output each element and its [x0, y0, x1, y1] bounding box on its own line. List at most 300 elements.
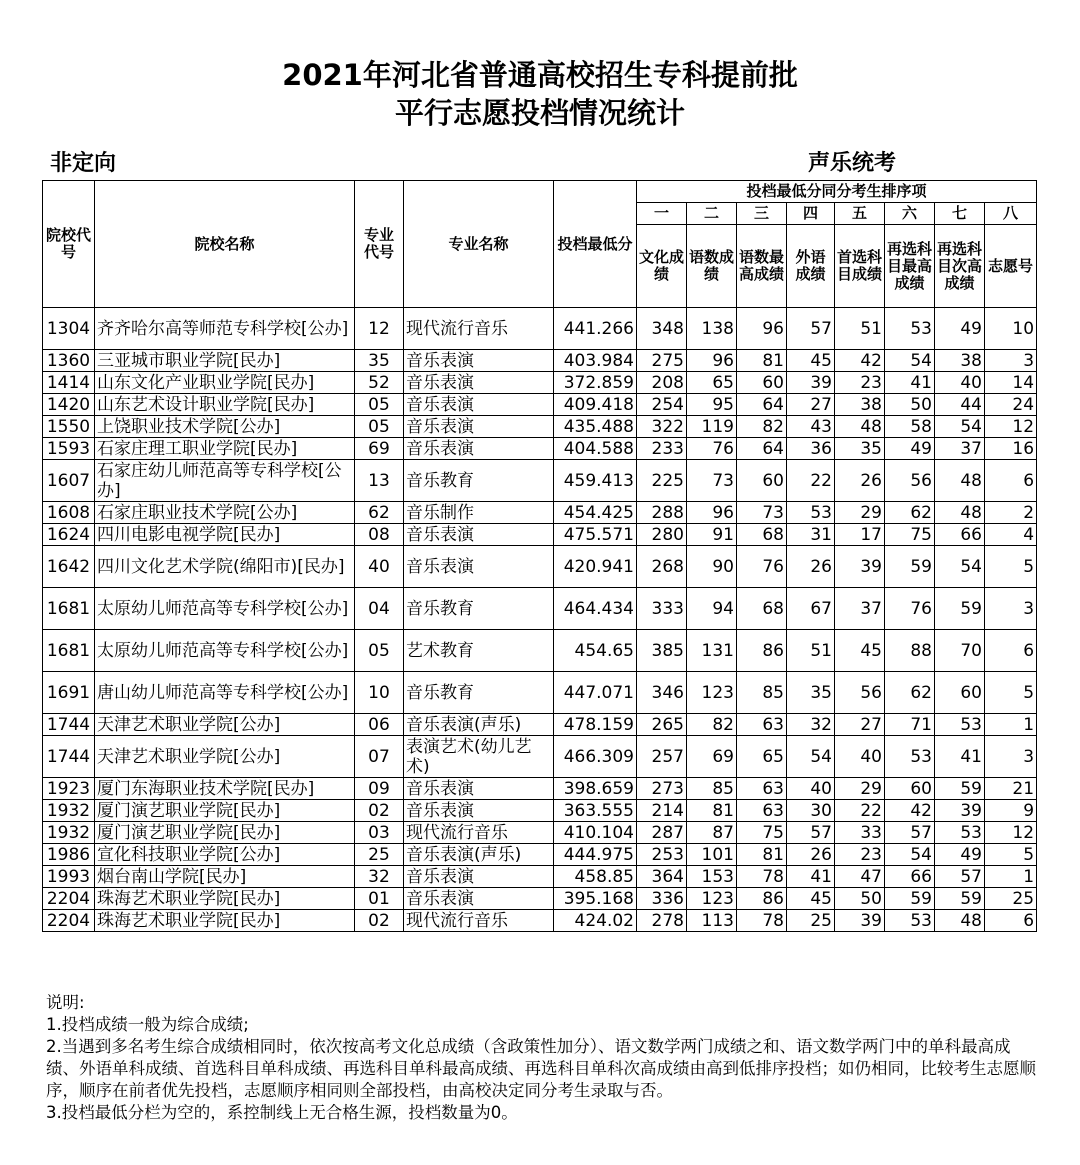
cell-first-subject-score: 48 — [835, 416, 885, 438]
cell-culture-score: 348 — [637, 308, 687, 350]
cell-chinese-math-score: 73 — [687, 460, 737, 502]
cell-major-code: 13 — [355, 460, 404, 502]
header-min-score: 投档最低分 — [554, 181, 637, 308]
cell-second-subject-next: 38 — [935, 350, 985, 372]
cell-culture-score: 254 — [637, 394, 687, 416]
cell-chinese-math-score: 94 — [687, 588, 737, 630]
cell-major-name: 音乐表演 — [404, 372, 554, 394]
cell-second-subject-next: 48 — [935, 910, 985, 932]
cell-culture-score: 225 — [637, 460, 687, 502]
cell-school-name: 山东文化产业职业学院[民办] — [95, 372, 355, 394]
cell-school-code: 1414 — [43, 372, 95, 394]
cell-preference-no: 2 — [985, 502, 1037, 524]
cell-second-subject-max: 42 — [885, 800, 935, 822]
cell-culture-score: 278 — [637, 910, 687, 932]
table-row — [43, 350, 1037, 372]
table-row — [43, 308, 1037, 350]
cell-chinese-math-score: 96 — [687, 350, 737, 372]
cell-major-code: 03 — [355, 822, 404, 844]
cell-second-subject-next: 39 — [935, 800, 985, 822]
cell-foreign-lang-score: 26 — [787, 844, 835, 866]
table-row — [43, 714, 1037, 736]
cell-first-subject-score: 56 — [835, 672, 885, 714]
cell-second-subject-next: 49 — [935, 844, 985, 866]
cell-preference-no: 6 — [985, 460, 1037, 502]
cell-school-code: 1360 — [43, 350, 95, 372]
table-row — [43, 844, 1037, 866]
table-row — [43, 800, 1037, 822]
cell-school-code: 1642 — [43, 546, 95, 588]
cell-chinese-math-score: 81 — [687, 800, 737, 822]
cell-foreign-lang-score: 26 — [787, 546, 835, 588]
cell-second-subject-max: 54 — [885, 844, 935, 866]
cell-second-subject-max: 59 — [885, 888, 935, 910]
cell-chinese-math-max: 78 — [737, 866, 787, 888]
cell-major-name: 音乐表演 — [404, 350, 554, 372]
cell-school-code: 1993 — [43, 866, 95, 888]
cell-major-code: 35 — [355, 350, 404, 372]
cell-preference-no: 16 — [985, 438, 1037, 460]
cell-min-score: 458.85 — [554, 866, 637, 888]
cell-major-code: 25 — [355, 844, 404, 866]
cell-foreign-lang-score: 51 — [787, 630, 835, 672]
cell-major-code: 04 — [355, 588, 404, 630]
table-row — [43, 394, 1037, 416]
cell-culture-score: 385 — [637, 630, 687, 672]
cell-first-subject-score: 35 — [835, 438, 885, 460]
cell-second-subject-max: 49 — [885, 438, 935, 460]
cell-foreign-lang-score: 22 — [787, 460, 835, 502]
cell-chinese-math-score: 123 — [687, 888, 737, 910]
cell-min-score: 395.168 — [554, 888, 637, 910]
cell-major-name: 现代流行音乐 — [404, 822, 554, 844]
header-rank-number: 五 — [835, 203, 885, 225]
header-rank-item: 再选科目最高成绩 — [885, 225, 935, 308]
cell-preference-no: 14 — [985, 372, 1037, 394]
table-row — [43, 778, 1037, 800]
cell-second-subject-next: 53 — [935, 714, 985, 736]
cell-first-subject-score: 45 — [835, 630, 885, 672]
cell-second-subject-max: 62 — [885, 502, 935, 524]
cell-chinese-math-score: 131 — [687, 630, 737, 672]
cell-first-subject-score: 50 — [835, 888, 885, 910]
table-row — [43, 822, 1037, 844]
header-rank-item: 文化成绩 — [637, 225, 687, 308]
cell-chinese-math-score: 113 — [687, 910, 737, 932]
cell-school-name: 厦门东海职业技术学院[民办] — [95, 778, 355, 800]
cell-major-code: 32 — [355, 866, 404, 888]
cell-chinese-math-max: 64 — [737, 438, 787, 460]
cell-school-name: 厦门演艺职业学院[民办] — [95, 800, 355, 822]
cell-min-score: 466.309 — [554, 736, 637, 778]
cell-chinese-math-score: 69 — [687, 736, 737, 778]
cell-first-subject-score: 22 — [835, 800, 885, 822]
cell-foreign-lang-score: 32 — [787, 714, 835, 736]
cell-chinese-math-score: 153 — [687, 866, 737, 888]
cell-second-subject-max: 57 — [885, 822, 935, 844]
cell-school-code: 1932 — [43, 822, 95, 844]
cell-chinese-math-max: 60 — [737, 460, 787, 502]
cell-second-subject-next: 40 — [935, 372, 985, 394]
cell-foreign-lang-score: 53 — [787, 502, 835, 524]
cell-major-code: 40 — [355, 546, 404, 588]
cell-min-score: 444.975 — [554, 844, 637, 866]
cell-chinese-math-max: 82 — [737, 416, 787, 438]
cell-chinese-math-score: 82 — [687, 714, 737, 736]
cell-major-code: 12 — [355, 308, 404, 350]
cell-preference-no: 6 — [985, 630, 1037, 672]
cell-school-name: 厦门演艺职业学院[民办] — [95, 822, 355, 844]
cell-second-subject-max: 50 — [885, 394, 935, 416]
cell-school-name: 石家庄职业技术学院[公办] — [95, 502, 355, 524]
cell-min-score: 454.65 — [554, 630, 637, 672]
cell-major-name: 现代流行音乐 — [404, 910, 554, 932]
cell-major-name: 音乐教育 — [404, 672, 554, 714]
cell-school-name: 山东艺术设计职业学院[民办] — [95, 394, 355, 416]
cell-min-score: 459.413 — [554, 460, 637, 502]
cell-chinese-math-max: 65 — [737, 736, 787, 778]
cell-second-subject-next: 54 — [935, 546, 985, 588]
header-rank-number: 一 — [637, 203, 687, 225]
header-rank-number: 四 — [787, 203, 835, 225]
cell-foreign-lang-score: 41 — [787, 866, 835, 888]
cell-culture-score: 268 — [637, 546, 687, 588]
cell-school-code: 1593 — [43, 438, 95, 460]
cell-chinese-math-max: 63 — [737, 714, 787, 736]
cell-major-name: 音乐制作 — [404, 502, 554, 524]
cell-first-subject-score: 23 — [835, 372, 885, 394]
cell-min-score: 441.266 — [554, 308, 637, 350]
cell-major-code: 09 — [355, 778, 404, 800]
cell-first-subject-score: 39 — [835, 546, 885, 588]
cell-min-score: 398.659 — [554, 778, 637, 800]
cell-preference-no: 3 — [985, 736, 1037, 778]
cell-chinese-math-max: 81 — [737, 844, 787, 866]
cell-min-score: 464.434 — [554, 588, 637, 630]
cell-second-subject-next: 53 — [935, 822, 985, 844]
cell-major-name: 表演艺术(幼儿艺术) — [404, 736, 554, 778]
cell-first-subject-score: 33 — [835, 822, 885, 844]
cell-major-code: 02 — [355, 800, 404, 822]
cell-culture-score: 275 — [637, 350, 687, 372]
cell-culture-score: 364 — [637, 866, 687, 888]
cell-school-code: 1420 — [43, 394, 95, 416]
cell-preference-no: 1 — [985, 866, 1037, 888]
cell-chinese-math-max: 85 — [737, 672, 787, 714]
cell-major-code: 69 — [355, 438, 404, 460]
cell-school-code: 1744 — [43, 714, 95, 736]
cell-chinese-math-score: 101 — [687, 844, 737, 866]
cell-major-name: 音乐表演 — [404, 800, 554, 822]
cell-foreign-lang-score: 40 — [787, 778, 835, 800]
header-rank-number: 七 — [935, 203, 985, 225]
header-tie-group: 投档最低分同分考生排序项 — [637, 181, 1037, 203]
cell-major-code: 05 — [355, 394, 404, 416]
header-school-name: 院校名称 — [95, 181, 355, 308]
cell-second-subject-next: 59 — [935, 778, 985, 800]
cell-major-name: 现代流行音乐 — [404, 308, 554, 350]
cell-school-code: 1923 — [43, 778, 95, 800]
cell-second-subject-next: 37 — [935, 438, 985, 460]
cell-min-score: 410.104 — [554, 822, 637, 844]
cell-school-code: 1550 — [43, 416, 95, 438]
cell-culture-score: 265 — [637, 714, 687, 736]
cell-culture-score: 346 — [637, 672, 687, 714]
header-rank-number: 二 — [687, 203, 737, 225]
cell-school-code: 1624 — [43, 524, 95, 546]
table-row — [43, 416, 1037, 438]
cell-school-name: 珠海艺术职业学院[民办] — [95, 888, 355, 910]
note-line: 说明: — [46, 993, 85, 1012]
cell-second-subject-max: 53 — [885, 910, 935, 932]
cell-preference-no: 12 — [985, 822, 1037, 844]
cell-second-subject-max: 59 — [885, 546, 935, 588]
cell-second-subject-next: 57 — [935, 866, 985, 888]
cell-major-name: 音乐表演 — [404, 866, 554, 888]
cell-major-name: 音乐教育 — [404, 588, 554, 630]
cell-foreign-lang-score: 36 — [787, 438, 835, 460]
cell-foreign-lang-score: 54 — [787, 736, 835, 778]
note-line: 3.投档最低分栏为空的，系控制线上无合格生源，投档数量为0。 — [46, 1103, 518, 1122]
cell-chinese-math-score: 95 — [687, 394, 737, 416]
table-row — [43, 502, 1037, 524]
cell-preference-no: 21 — [985, 778, 1037, 800]
cell-chinese-math-max: 96 — [737, 308, 787, 350]
cell-second-subject-max: 62 — [885, 672, 935, 714]
cell-chinese-math-max: 81 — [737, 350, 787, 372]
cell-first-subject-score: 26 — [835, 460, 885, 502]
cell-major-code: 01 — [355, 888, 404, 910]
cell-school-code: 2204 — [43, 888, 95, 910]
cell-school-code: 1986 — [43, 844, 95, 866]
cell-chinese-math-score: 96 — [687, 502, 737, 524]
exam-type-label: 声乐统考 — [808, 151, 897, 176]
cell-preference-no: 1 — [985, 714, 1037, 736]
cell-second-subject-next: 44 — [935, 394, 985, 416]
cell-chinese-math-score: 123 — [687, 672, 737, 714]
cell-preference-no: 12 — [985, 416, 1037, 438]
cell-major-code: 05 — [355, 630, 404, 672]
cell-culture-score: 208 — [637, 372, 687, 394]
cell-preference-no: 3 — [985, 588, 1037, 630]
cell-chinese-math-max: 73 — [737, 502, 787, 524]
cell-chinese-math-max: 64 — [737, 394, 787, 416]
cell-school-name: 石家庄幼儿师范高等专科学校[公办] — [95, 460, 355, 502]
cell-preference-no: 10 — [985, 308, 1037, 350]
cell-chinese-math-score: 119 — [687, 416, 737, 438]
cell-culture-score: 273 — [637, 778, 687, 800]
cell-school-name: 石家庄理工职业学院[民办] — [95, 438, 355, 460]
cell-chinese-math-max: 60 — [737, 372, 787, 394]
cell-min-score: 404.588 — [554, 438, 637, 460]
cell-second-subject-next: 54 — [935, 416, 985, 438]
cell-culture-score: 214 — [637, 800, 687, 822]
cell-chinese-math-max: 86 — [737, 888, 787, 910]
cell-chinese-math-max: 68 — [737, 588, 787, 630]
table-row — [43, 736, 1037, 778]
cell-chinese-math-score: 76 — [687, 438, 737, 460]
cell-foreign-lang-score: 25 — [787, 910, 835, 932]
table-row — [43, 372, 1037, 394]
cell-chinese-math-score: 90 — [687, 546, 737, 588]
cell-second-subject-max: 54 — [885, 350, 935, 372]
cell-foreign-lang-score: 30 — [787, 800, 835, 822]
cell-culture-score: 253 — [637, 844, 687, 866]
table-row — [43, 438, 1037, 460]
cell-first-subject-score: 38 — [835, 394, 885, 416]
header-rank-item: 语数最高成绩 — [737, 225, 787, 308]
cell-major-code: 05 — [355, 416, 404, 438]
cell-chinese-math-score: 87 — [687, 822, 737, 844]
cell-major-name: 音乐表演(声乐) — [404, 714, 554, 736]
cell-school-code: 1691 — [43, 672, 95, 714]
cell-min-score: 420.941 — [554, 546, 637, 588]
table-row — [43, 888, 1037, 910]
cell-second-subject-max: 75 — [885, 524, 935, 546]
cell-chinese-math-score: 85 — [687, 778, 737, 800]
cell-school-name: 四川电影电视学院[民办] — [95, 524, 355, 546]
cell-school-code: 1744 — [43, 736, 95, 778]
admission-table — [42, 180, 1037, 932]
cell-chinese-math-max: 68 — [737, 524, 787, 546]
page-title: 2021年河北省普通高校招生专科提前批 — [282, 58, 798, 92]
cell-first-subject-score: 23 — [835, 844, 885, 866]
cell-preference-no: 24 — [985, 394, 1037, 416]
cell-first-subject-score: 29 — [835, 502, 885, 524]
cell-major-code: 06 — [355, 714, 404, 736]
cell-culture-score: 233 — [637, 438, 687, 460]
cell-min-score: 424.02 — [554, 910, 637, 932]
cell-major-name: 音乐表演 — [404, 394, 554, 416]
note-line: 1.投档成绩一般为综合成绩; — [46, 1015, 249, 1034]
cell-major-code: 08 — [355, 524, 404, 546]
cell-second-subject-next: 70 — [935, 630, 985, 672]
table-row — [43, 546, 1037, 588]
cell-school-name: 宣化科技职业学院[公办] — [95, 844, 355, 866]
table-row — [43, 910, 1037, 932]
cell-second-subject-next: 49 — [935, 308, 985, 350]
cell-chinese-math-max: 86 — [737, 630, 787, 672]
cell-second-subject-max: 56 — [885, 460, 935, 502]
cell-chinese-math-max: 63 — [737, 778, 787, 800]
header-major-code: 专业代号 — [355, 181, 404, 308]
cell-min-score: 409.418 — [554, 394, 637, 416]
cell-second-subject-max: 66 — [885, 866, 935, 888]
header-school-code: 院校代号 — [43, 181, 95, 308]
header-rank-item: 志愿号 — [985, 225, 1037, 308]
cell-foreign-lang-score: 31 — [787, 524, 835, 546]
cell-second-subject-max: 76 — [885, 588, 935, 630]
cell-min-score: 454.425 — [554, 502, 637, 524]
cell-preference-no: 5 — [985, 546, 1037, 588]
cell-second-subject-next: 41 — [935, 736, 985, 778]
cell-first-subject-score: 17 — [835, 524, 885, 546]
cell-second-subject-max: 53 — [885, 736, 935, 778]
cell-culture-score: 280 — [637, 524, 687, 546]
cell-chinese-math-max: 78 — [737, 910, 787, 932]
cell-major-name: 音乐表演 — [404, 888, 554, 910]
page-subtitle: 平行志愿投档情况统计 — [394, 96, 685, 130]
header-rank-number: 六 — [885, 203, 935, 225]
cell-school-code: 1681 — [43, 630, 95, 672]
cell-min-score: 372.859 — [554, 372, 637, 394]
cell-second-subject-max: 60 — [885, 778, 935, 800]
cell-first-subject-score: 39 — [835, 910, 885, 932]
cell-major-code: 02 — [355, 910, 404, 932]
cell-min-score: 403.984 — [554, 350, 637, 372]
cell-school-code: 1681 — [43, 588, 95, 630]
cell-major-code: 10 — [355, 672, 404, 714]
cell-foreign-lang-score: 45 — [787, 888, 835, 910]
header-rank-item: 语数成绩 — [687, 225, 737, 308]
cell-preference-no: 3 — [985, 350, 1037, 372]
cell-second-subject-max: 53 — [885, 308, 935, 350]
cell-second-subject-max: 41 — [885, 372, 935, 394]
cell-preference-no: 6 — [985, 910, 1037, 932]
cell-school-name: 太原幼儿师范高等专科学校[公办] — [95, 630, 355, 672]
cell-foreign-lang-score: 27 — [787, 394, 835, 416]
cell-chinese-math-score: 65 — [687, 372, 737, 394]
cell-min-score: 435.488 — [554, 416, 637, 438]
cell-major-code: 52 — [355, 372, 404, 394]
cell-major-code: 07 — [355, 736, 404, 778]
cell-school-name: 四川文化艺术学院(绵阳市)[民办] — [95, 546, 355, 588]
cell-foreign-lang-score: 45 — [787, 350, 835, 372]
cell-preference-no: 5 — [985, 672, 1037, 714]
cell-school-name: 天津艺术职业学院[公办] — [95, 736, 355, 778]
cell-school-code: 2204 — [43, 910, 95, 932]
table-row — [43, 460, 1037, 502]
header-major-name: 专业名称 — [404, 181, 554, 308]
table-row — [43, 588, 1037, 630]
cell-second-subject-next: 60 — [935, 672, 985, 714]
cell-school-name: 唐山幼儿师范高等专科学校[公办] — [95, 672, 355, 714]
cell-major-name: 音乐表演(声乐) — [404, 844, 554, 866]
cell-first-subject-score: 37 — [835, 588, 885, 630]
cell-school-code: 1607 — [43, 460, 95, 502]
category-label: 非定向 — [50, 151, 117, 176]
cell-min-score: 478.159 — [554, 714, 637, 736]
cell-major-name: 音乐表演 — [404, 546, 554, 588]
header-rank-number: 八 — [985, 203, 1037, 225]
cell-preference-no: 9 — [985, 800, 1037, 822]
table-row — [43, 672, 1037, 714]
cell-culture-score: 288 — [637, 502, 687, 524]
cell-chinese-math-max: 63 — [737, 800, 787, 822]
cell-foreign-lang-score: 57 — [787, 308, 835, 350]
cell-chinese-math-score: 91 — [687, 524, 737, 546]
table-row — [43, 524, 1037, 546]
cell-school-name: 三亚城市职业学院[民办] — [95, 350, 355, 372]
cell-school-name: 太原幼儿师范高等专科学校[公办] — [95, 588, 355, 630]
cell-second-subject-next: 48 — [935, 460, 985, 502]
cell-culture-score: 287 — [637, 822, 687, 844]
table-row — [43, 630, 1037, 672]
cell-major-name: 音乐教育 — [404, 460, 554, 502]
cell-second-subject-max: 58 — [885, 416, 935, 438]
cell-foreign-lang-score: 43 — [787, 416, 835, 438]
note-line: 2.当遇到多名考生综合成绩相同时，依次按高考文化总成绩（含政策性加分）、语文数学两门成绩之和、语文数学两门中的单科最高成绩、外语单科成绩、首选科目单科成绩、再选科目单科最高成绩、再选科目单科次高成绩由高到低排序投档；如仍相同，比较考生志愿顺序，顺序在前者优先投档，志愿顺序相同则全部投档，由高校决定同分考生录取与否。 — [46, 1037, 1036, 1100]
cell-second-subject-next: 66 — [935, 524, 985, 546]
header-rank-item: 再选科目次高成绩 — [935, 225, 985, 308]
cell-second-subject-max: 88 — [885, 630, 935, 672]
header-rank-item: 外语成绩 — [787, 225, 835, 308]
cell-foreign-lang-score: 35 — [787, 672, 835, 714]
cell-culture-score: 333 — [637, 588, 687, 630]
cell-foreign-lang-score: 57 — [787, 822, 835, 844]
header-rank-item: 首选科目成绩 — [835, 225, 885, 308]
cell-major-name: 音乐表演 — [404, 416, 554, 438]
